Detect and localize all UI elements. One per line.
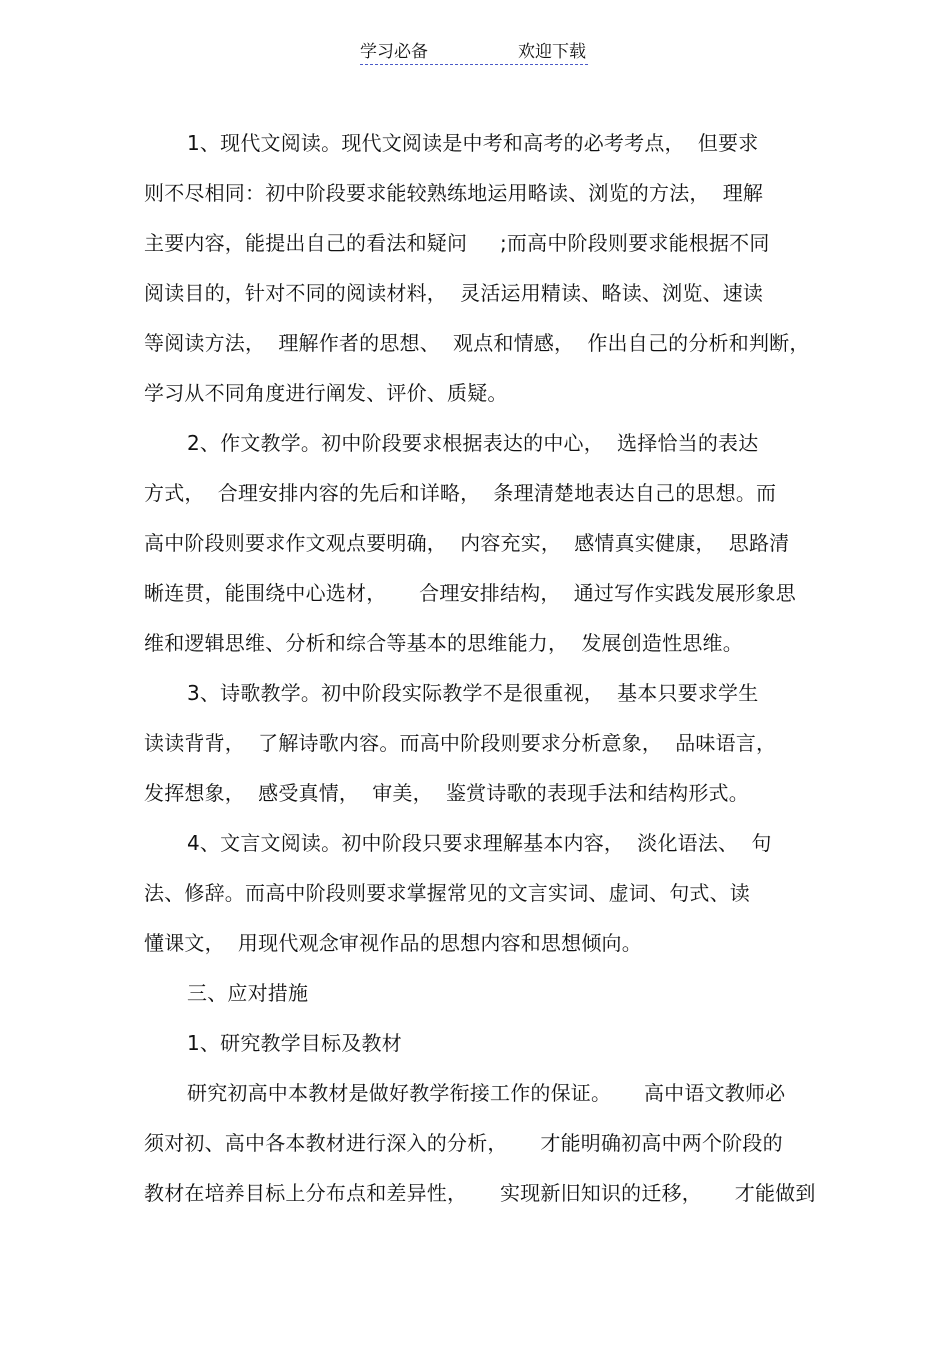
section-heading: 三、应对措施 bbox=[187, 981, 309, 1005]
text-line: 维和逻辑思维、分析和综合等基本的思维能力， 发展创造性思维。 bbox=[144, 631, 743, 655]
subsection-heading: 1、研究教学目标及教材 bbox=[187, 1031, 402, 1055]
text-line: 须对初、高中各本教材进行深入的分析， 才能明确初高中两个阶段的 bbox=[144, 1131, 783, 1155]
text-line: 法、修辞。而高中阶段则要求掌握常见的文言实词、虚词、句式、读 bbox=[144, 881, 750, 905]
text-line: 2、作文教学。初中阶段要求根据表达的中心， 选择恰当的表达 bbox=[187, 431, 759, 455]
text-line: 读读背背， 了解诗歌内容。而高中阶段则要求分析意象， 品味语言， bbox=[144, 731, 777, 755]
header-left-text: 学习必备 bbox=[360, 42, 428, 62]
text-line: 方式， 合理安排内容的先后和详略， 条理清楚地表达自己的思想。而 bbox=[144, 481, 777, 505]
text-line: 3、诗歌教学。初中阶段实际教学不是很重视， 基本只要求学生 bbox=[187, 681, 759, 705]
text-line: 阅读目的，针对不同的阅读材料， 灵活运用精读、略读、浏览、速读 bbox=[144, 281, 764, 305]
text-line: 主要内容，能提出自己的看法和疑问 ;而高中阶段则要求能根据不同 bbox=[144, 231, 770, 255]
text-line: 则不尽相同：初中阶段要求能较熟练地运用略读、浏览的方法， 理解 bbox=[144, 181, 764, 205]
text-line: 4、文言文阅读。初中阶段只要求理解基本内容， 淡化语法、 句 bbox=[187, 831, 772, 855]
header-right-text: 欢迎下载 bbox=[518, 42, 586, 62]
text-line: 发挥想象， 感受真情， 审美， 鉴赏诗歌的表现手法和结构形式。 bbox=[144, 781, 749, 805]
page-header bbox=[360, 40, 588, 65]
text-line: 教材在培养目标上分布点和差异性， 实现新旧知识的迁移， 才能做到 bbox=[144, 1181, 816, 1205]
text-line: 1、现代文阅读。现代文阅读是中考和高考的必考考点， 但要求 bbox=[187, 131, 759, 155]
text-line: 研究初高中本教材是做好教学衔接工作的保证。 高中语文教师必 bbox=[187, 1081, 786, 1105]
text-line: 高中阶段则要求作文观点要明确， 内容充实， 感情真实健康， 思路清 bbox=[144, 531, 790, 555]
text-line: 晰连贯，能围绕中心选材， 合理安排结构， 通过写作实践发展形象思 bbox=[144, 581, 796, 605]
text-line: 懂课文， 用现代观念审视作品的思想内容和思想倾向。 bbox=[144, 931, 642, 955]
text-line: 学习从不同角度进行阐发、评价、质疑。 bbox=[144, 381, 508, 405]
document-body bbox=[144, 118, 816, 1218]
text-line: 等阅读方法， 理解作者的思想、 观点和情感， 作出自己的分析和判断， bbox=[144, 331, 810, 355]
